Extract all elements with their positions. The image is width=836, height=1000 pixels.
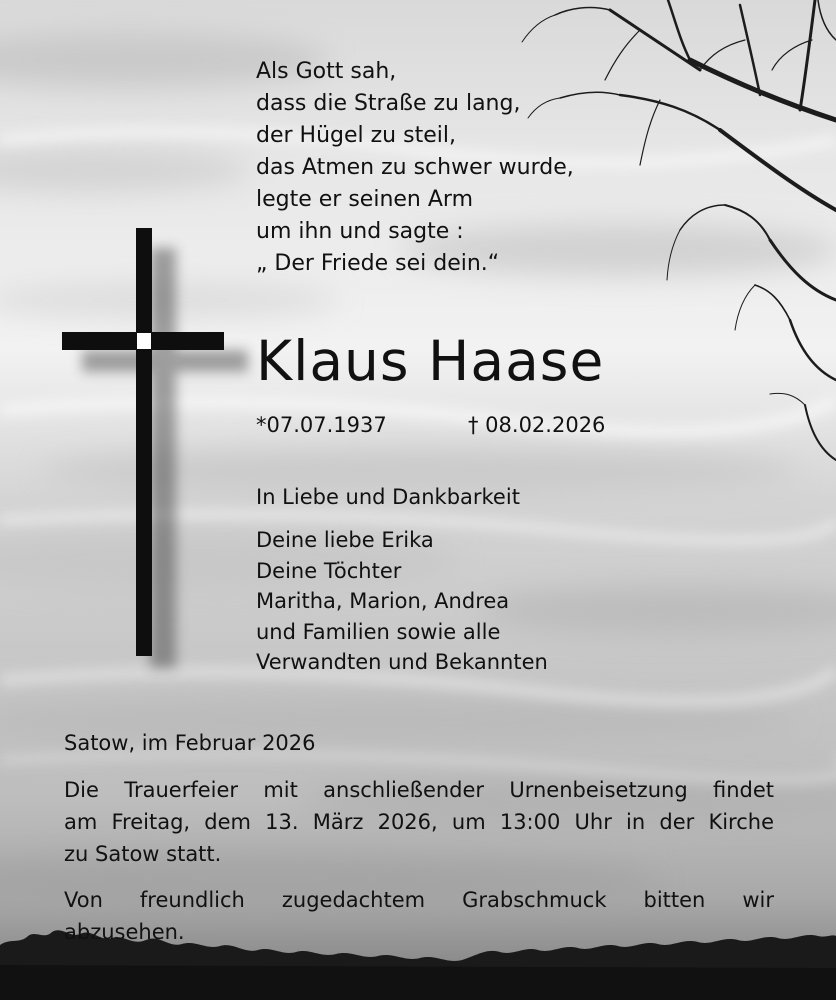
poem-line: um ihn und sagte : (256, 219, 464, 244)
mourner-line: Verwandten und Bekannten (256, 650, 548, 674)
service-line: am Freitag, dem 13. März 2026, um 13:00 Uhr in der Kirche (64, 810, 774, 834)
mourners-intro: In Liebe und Dankbarkeit (256, 485, 520, 509)
service-line: zu Satow statt. (64, 842, 222, 866)
death-date: † 08.02.2026 (468, 413, 606, 437)
mourner-line: Deine Töchter (256, 558, 402, 583)
poem-line: der Hügel zu steil, (256, 123, 456, 148)
service-line: Die Trauerfeier mit anschließender Urnenbeisetzung findet (64, 778, 774, 802)
poem (256, 56, 574, 280)
mourner-line: und Familien sowie alle (256, 619, 501, 644)
grave-line: Von freundlich zugedachtem Grabschmuck bitten wir (64, 888, 774, 912)
poem-line: dass die Straße zu lang, (256, 91, 521, 116)
poem-line: Als Gott sah, (256, 59, 397, 84)
place-date: Satow, im Februar 2026 (64, 731, 316, 755)
poem-line: legte er seinen Arm (256, 187, 474, 212)
poem-line: das Atmen zu schwer wurde, (256, 155, 574, 180)
mourner-line: Deine liebe Erika (256, 528, 434, 552)
grave-line: abzusehen. (64, 920, 185, 944)
deceased-name: Klaus Haase (256, 329, 605, 393)
mourner-line: Maritha, Marion, Andrea (256, 589, 510, 613)
poem-line: „ Der Friede sei dein.“ (256, 251, 500, 276)
birth-date: *07.07.1937 (256, 413, 387, 437)
grave-decoration-notice (64, 884, 774, 948)
funeral-service-notice (64, 774, 774, 870)
mourners-list (256, 525, 548, 678)
